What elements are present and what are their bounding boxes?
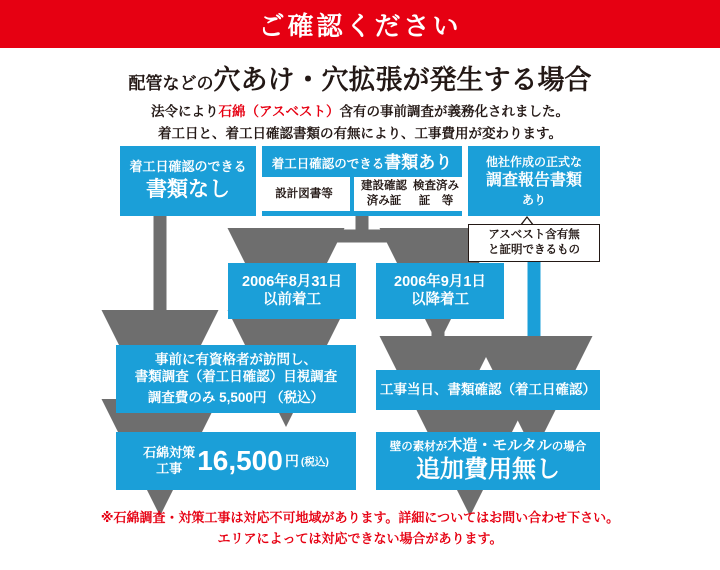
node-no-extra-cost-line2: 追加費用無し <box>416 456 560 484</box>
headline <box>0 58 720 97</box>
node-pre-survey <box>116 345 356 413</box>
node-asbestos-cost-label <box>143 445 195 476</box>
node-has-document-line1-emphasis: 書類あり <box>384 152 453 172</box>
node-onsite-check-line1: 工事当日、書類確認（着工日確認） <box>380 381 596 397</box>
node-no-document-line1: 着工日確認のできる <box>129 158 247 174</box>
chip-certificates-line2: 検査済み証 等 <box>413 180 459 208</box>
node-no-document-line2: 書類なし <box>146 178 230 201</box>
node-no-document <box>120 146 256 216</box>
node-onsite-check <box>376 370 600 410</box>
chip-certificates <box>354 177 466 211</box>
node-date-before-line1: 2006年8月31日 <box>242 273 342 290</box>
chip-design-documents: 設計図書等 <box>258 177 350 211</box>
node-third-party-report-line3: あり <box>521 192 546 207</box>
node-has-document <box>262 146 462 216</box>
node-pre-survey-line2: 書類調査（着工日確認）目視調査 <box>134 369 338 384</box>
node-no-extra-cost-line1-b: の場合 <box>551 440 587 453</box>
node-date-after-line2: 以降着工 <box>411 292 469 308</box>
node-asbestos-cost-label-line2: 工事 <box>156 461 183 476</box>
node-no-extra-cost-line1-emphasis: 木造・モルタル <box>447 436 552 454</box>
footnote <box>0 508 720 550</box>
headline-prefix: 配管などの <box>128 74 214 93</box>
node-pre-survey-line1: 事前に有資格者が訪問し、 <box>155 352 317 368</box>
node-asbestos-cost-yen: 円 <box>284 453 299 469</box>
callout-line2: と証明できるもの <box>488 244 580 256</box>
chip-certificates-line1: 建設確認済み証 <box>361 180 407 208</box>
callout-line1: アスベスト含有無 <box>488 229 580 242</box>
node-date-before <box>228 263 356 319</box>
headline-emphasis: 穴あけ・穴拡張が発生する場合 <box>213 65 592 95</box>
node-no-extra-cost-line1 <box>390 437 586 456</box>
node-third-party-report <box>468 146 600 216</box>
node-asbestos-cost-amount: 16,500 <box>197 445 283 476</box>
node-has-document-chips <box>258 177 466 211</box>
header-bar <box>0 0 720 48</box>
callout-asbestos-proof <box>468 224 600 262</box>
node-pre-survey-line3: 調査費のみ 5,500円 （税込） <box>147 389 325 405</box>
footnote-line2: エリアによっては対応できない場合があります。 <box>217 530 503 546</box>
node-no-extra-cost-line1-a: 壁の素材が <box>389 440 448 453</box>
subtext-line-1-a: 法令により <box>151 104 219 119</box>
subtext-line-1-b: 含有の事前調査が義務化されました。 <box>339 104 569 119</box>
header-title: ご確認ください <box>258 10 462 41</box>
node-asbestos-cost-label-line1: 石綿対策 <box>143 445 196 461</box>
footnote-line1: ※石綿調査・対策工事は対応不可地域があります。詳細についてはお問い合わせ下さい。 <box>100 510 620 525</box>
node-asbestos-cost <box>116 432 356 490</box>
node-no-extra-cost <box>376 432 600 490</box>
node-third-party-report-line2: 調査報告書類 <box>485 171 582 189</box>
node-date-after <box>376 263 504 319</box>
subtext-line-1 <box>0 100 720 120</box>
node-date-before-line2: 以前着工 <box>263 292 321 308</box>
subtext-line-2: 着工日と、着工日確認書類の有無により、工事費用が変わります。 <box>158 126 562 141</box>
node-third-party-report-line1: 他社作成の正式な <box>485 154 582 169</box>
node-has-document-line1-a: 着工日確認のできる <box>271 156 385 171</box>
node-has-document-line1 <box>272 152 453 173</box>
node-asbestos-cost-tax: (税込) <box>300 455 329 468</box>
subtext-line-1-highlight: 石綿（アスベスト） <box>218 104 340 119</box>
node-date-after-line1: 2006年9月1日 <box>394 273 486 290</box>
